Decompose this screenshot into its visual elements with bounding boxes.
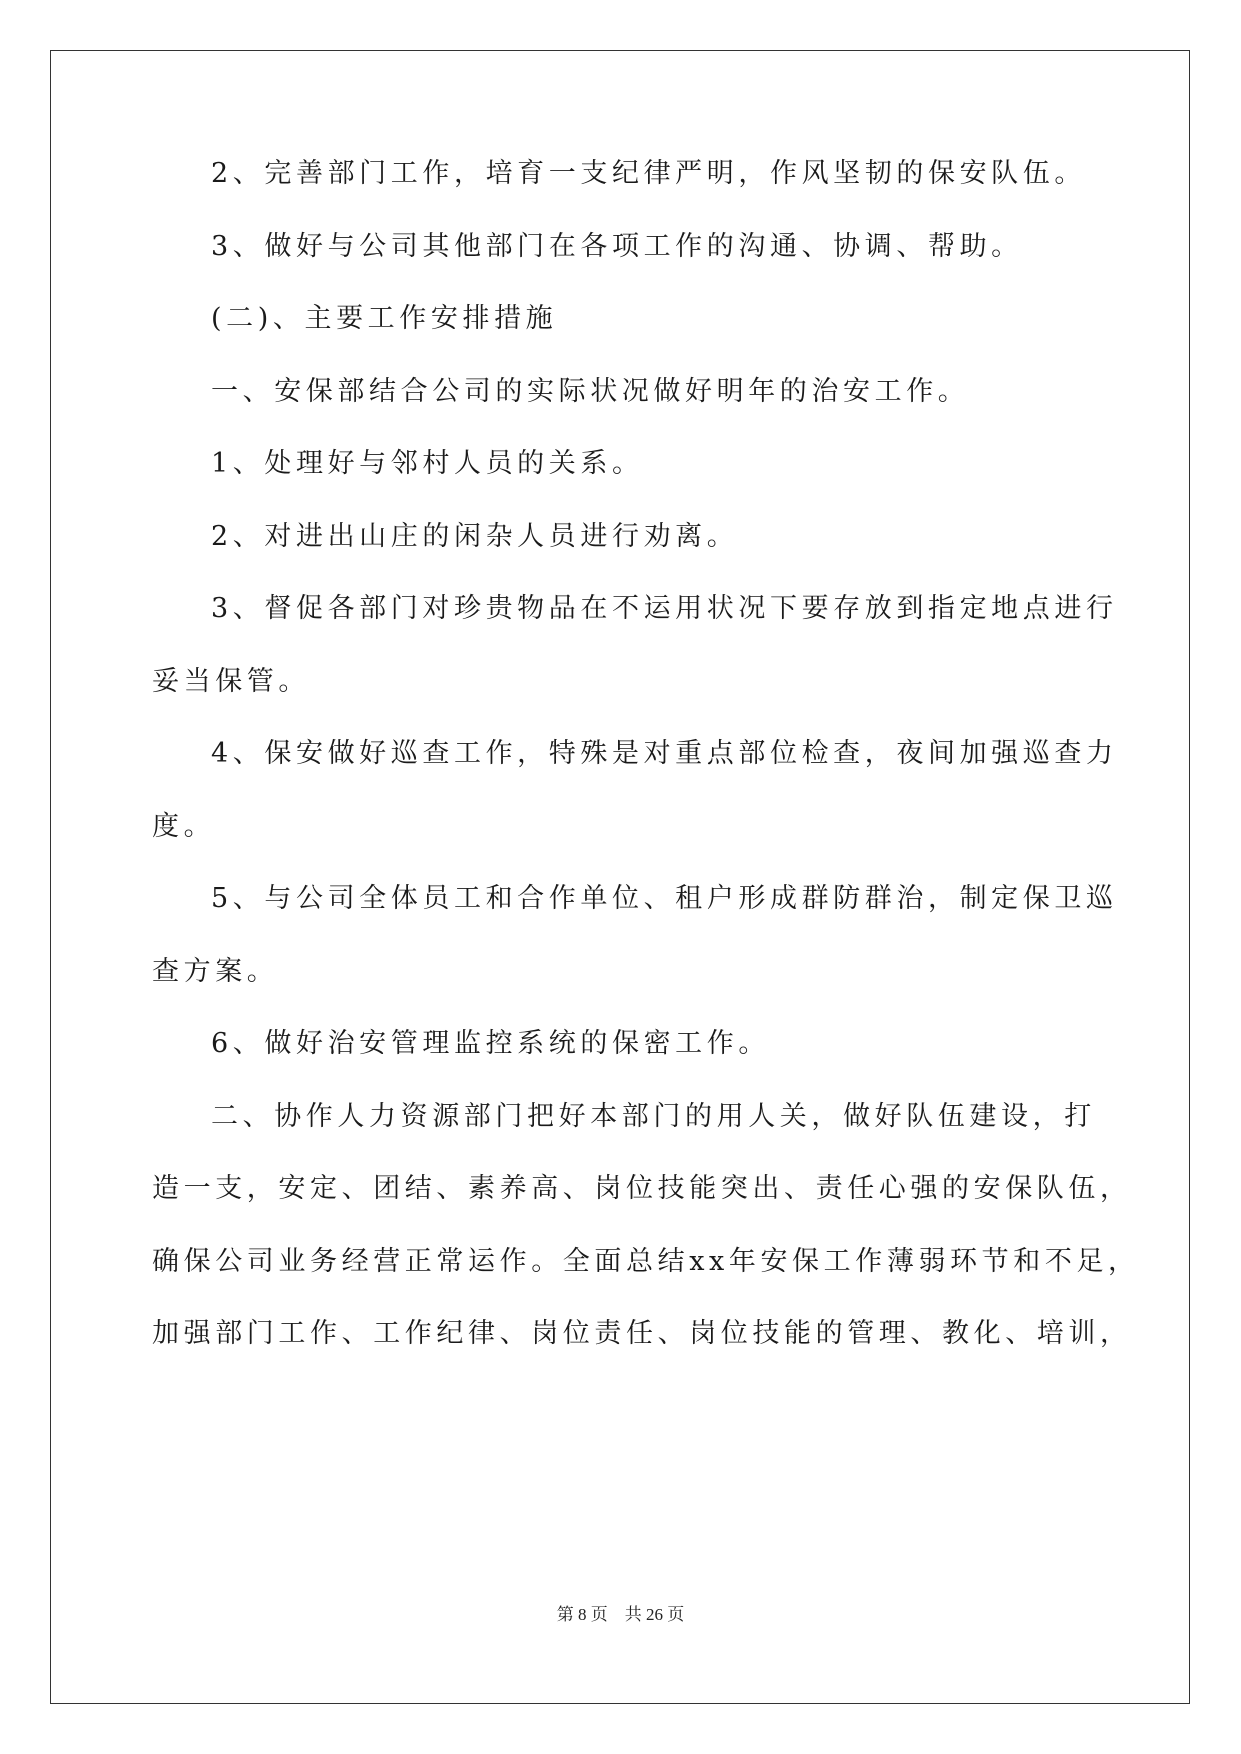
paragraph-line: 妥当保管。 [152, 666, 310, 697]
paragraph-line: 2、对进出山庄的闲杂人员进行劝离。 [211, 521, 739, 552]
paragraph-line: 查方案。 [152, 956, 279, 987]
paragraph-line: 2、完善部门工作，培育一支纪律严明，作风坚韧的保安队伍。 [211, 158, 1086, 189]
section-heading: (二)、主要工作安排措施 [211, 303, 558, 334]
paragraph-line: 6、做好治安管理监控系统的保密工作。 [211, 1028, 770, 1059]
paragraph-line: 3、做好与公司其他部门在各项工作的沟通、协调、帮助。 [211, 231, 1023, 262]
page-border [50, 50, 1190, 1704]
paragraph-line: 3、督促各部门对珍贵物品在不运用状况下要存放到指定地点进行 [211, 593, 1118, 624]
paragraph-line: 二、协作人力资源部门把好本部门的用人关，做好队伍建设，打 [211, 1101, 1096, 1132]
paragraph-line: 加强部门工作、工作纪律、岗位责任、岗位技能的管理、教化、培训， [152, 1318, 1132, 1349]
paragraph-line: 确保公司业务经营正常运作。全面总结xx年安保工作薄弱环节和不足， [152, 1246, 1140, 1277]
paragraph-line: 一、安保部结合公司的实际状况做好明年的治安工作。 [211, 376, 970, 407]
page-number: 第 8 页 共 26 页 [556, 1605, 685, 1624]
paragraph-line: 度。 [152, 811, 216, 842]
paragraph-line: 4、保安做好巡查工作，特殊是对重点部位检查，夜间加强巡查力 [211, 738, 1118, 769]
paragraph-line: 5、与公司全体员工和合作单位、租户形成群防群治，制定保卫巡 [211, 883, 1118, 914]
paragraph-line: 造一支，安定、团结、素养高、岗位技能突出、责任心强的安保队伍， [152, 1173, 1132, 1204]
paragraph-line: 1、处理好与邻村人员的关系。 [211, 448, 644, 479]
